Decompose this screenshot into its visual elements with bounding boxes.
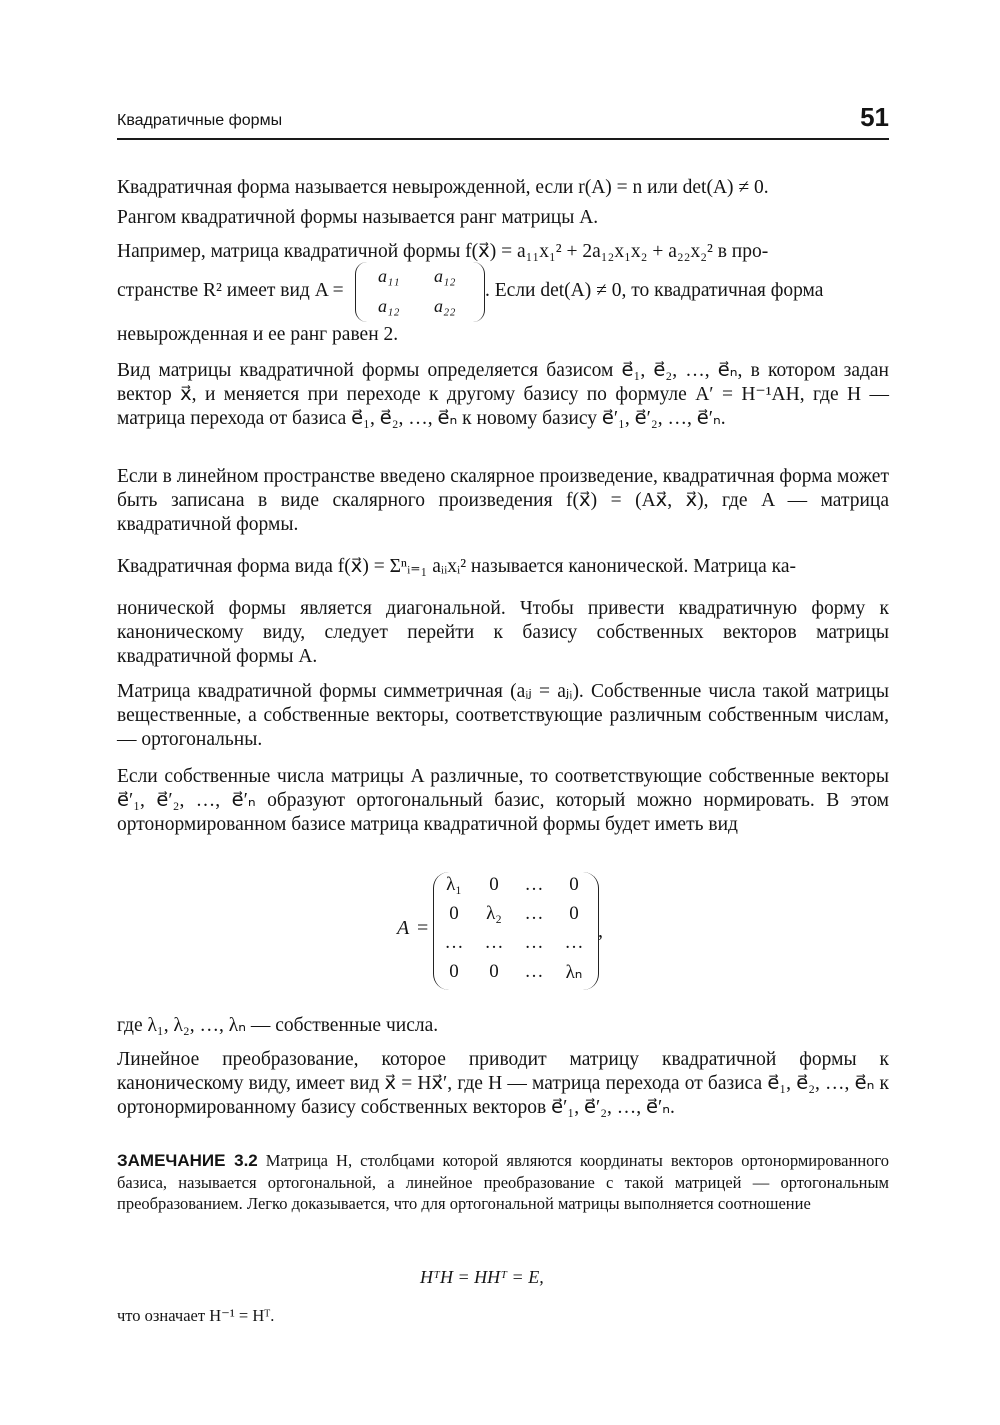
paragraph-eigenvectors: Если собственные числа матрицы A различные, то соответствующие собственные векторы e⃗′₁, e⃗′₂, …, e⃗′ₙ образуют ортогональный базис, который можно нормировать. В этом ортонормированном базисе матрица квадратичной формы будет иметь вид <box>117 766 889 835</box>
matrix-cell: … <box>444 932 464 953</box>
matrix-cell: … <box>524 961 544 982</box>
matrix-row <box>434 874 598 898</box>
matrix-cell: a₂₂ <box>434 296 456 316</box>
paragraph-example-line2a: странстве R² имеет вид A = <box>117 280 344 301</box>
paragraph-nondegenerate: Квадратичная форма называется невырожденной, если r(A) = n или det(A) ≠ 0. <box>117 177 769 198</box>
matrix-cell: 0 <box>489 961 499 982</box>
matrix-cell: 0 <box>569 903 579 924</box>
matrix-row <box>434 932 598 956</box>
remark-block <box>117 1150 889 1215</box>
matrix-cell: 0 <box>449 903 459 924</box>
matrix-cell: … <box>524 903 544 924</box>
matrix-cell: … <box>524 874 544 895</box>
matrix-cell: … <box>524 932 544 953</box>
page-number: 51 <box>860 102 889 132</box>
matrix-cell: … <box>564 932 584 953</box>
matrix-cell: a₁₁ <box>378 266 400 286</box>
paragraph-example-line1: Например, матрица квадратичной формы f(x⃗) = a₁₁x₁² + 2a₁₂x₁x₂ + a₂₂x₂² в про- <box>117 241 769 262</box>
equation-equals: = <box>417 917 429 939</box>
matrix-cell: 0 <box>449 961 459 982</box>
paragraph-symmetric: Матрица квадратичной формы симметричная (aᵢⱼ = aⱼᵢ). Собственные числа такой матрицы вещественные, а собственные векторы, соответствующие различным собственным числам, — ортогональны. <box>117 681 889 750</box>
matrix-row <box>434 961 598 985</box>
matrix-cell: λ₁ <box>446 874 462 895</box>
paragraph-rank: Рангом квадратичной формы называется ранг матрицы A. <box>117 207 599 228</box>
matrix-2x2 <box>355 262 485 322</box>
diagonal-matrix-equation <box>397 872 637 992</box>
matrix-cell: a₁₂ <box>434 266 456 286</box>
paragraph-canonical-rest: нонической формы является диагональной. Чтобы привести квадратичную форму к каноническому виду, следует перейти к базису собственных векторов матрицы квадратичной формы A. <box>117 598 889 667</box>
paragraph-scalar-product: Если в линейном пространстве введено скалярное произведение, квадратичная форма может быть записана в виде скалярного произведения f(x⃗) = (Ax⃗, x⃗), где A — матрица квадратичной формы. <box>117 466 889 535</box>
equation-lhs: A <box>397 917 410 939</box>
matrix-cell: 0 <box>569 874 579 895</box>
paragraph-linear-transform: Линейное преобразование, которое приводит матрицу квадратичной формы к каноническому виду, имеет вид x⃗ = Hx⃗′, где H — матрица перехода от базиса e⃗₁, e⃗₂, …, e⃗ₙ к ортонормированному базису собственных векторов e⃗′₁, e⃗′₂, …, e⃗′ₙ. <box>117 1049 889 1118</box>
paragraph-eigenvalues: где λ₁, λ₂, …, λₙ — собственные числа. <box>117 1015 439 1036</box>
matrix-cell: 0 <box>489 874 499 895</box>
matrix-cell: … <box>484 932 504 953</box>
running-header <box>117 104 889 140</box>
paragraph-basis-change: Вид матрицы квадратичной формы определяется базисом e⃗₁, e⃗₂, …, e⃗ₙ, в котором задан вектор x⃗, и меняется при переходе к другому базису по формуле A′ = H⁻¹AH, где H — матрица перехода от базиса e⃗₁, e⃗₂, …, e⃗ₙ к новому базису e⃗′₁, e⃗′₂, …, e⃗′ₙ. <box>117 360 889 429</box>
remark-label: ЗАМЕЧАНИЕ 3.2 <box>117 1151 258 1170</box>
paragraph-canonical-line1: Квадратичная форма вида f(x⃗) = Σⁿᵢ₌₁ aᵢᵢxᵢ² называется канонической. Матрица ка- <box>117 556 796 577</box>
matrix-row <box>434 903 598 927</box>
equation-comma: , <box>598 920 603 942</box>
remark-text: Матрица H, столбцами которой являются координаты векторов ортонормированного базиса, называется ортогональной, а линейное преобразование с такой матрицей — ортогональным преобразованием. Легко доказывается, что для ортогональной матрицы выполняется соотношение <box>117 1151 890 1213</box>
matrix-cell: a₁₂ <box>378 296 400 316</box>
running-title: Квадратичные формы <box>117 112 283 129</box>
remark-conclusion: что означает H⁻¹ = Hᵀ. <box>117 1306 275 1325</box>
paragraph-example-line3: невырожденная и ее ранг равен 2. <box>117 324 399 345</box>
diagonal-matrix <box>433 872 599 990</box>
paragraph-example-line2b: . Если det(A) ≠ 0, то квадратичная форма <box>485 280 824 301</box>
matrix-cell: λ₂ <box>486 903 502 924</box>
matrix-cell: λₙ <box>565 962 583 983</box>
orthogonality-equation: HᵀH = HHᵀ = E, <box>420 1267 544 1287</box>
